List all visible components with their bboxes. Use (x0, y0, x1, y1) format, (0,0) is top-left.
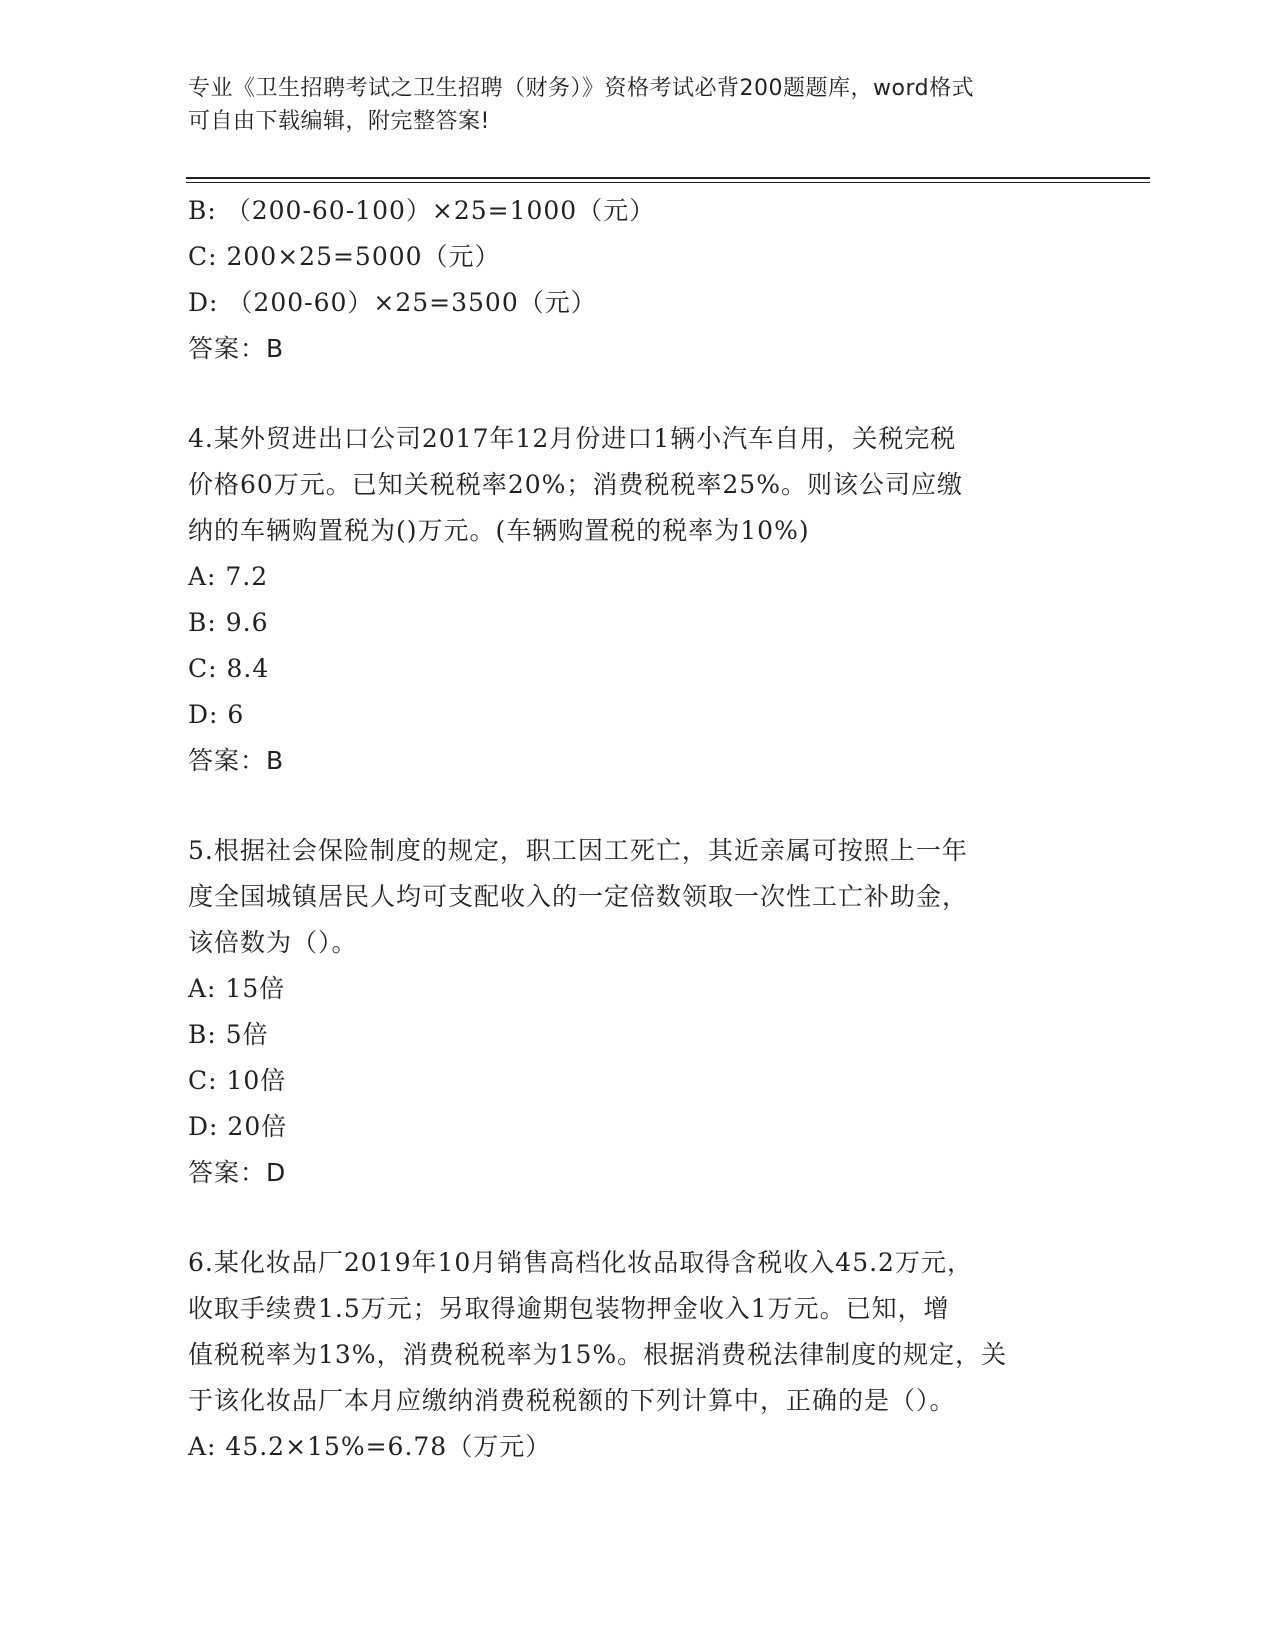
document-header (188, 72, 1088, 138)
option-d: D: （200-60）×25=3500（元） (188, 288, 597, 317)
document-body (188, 188, 1088, 1470)
question-stem-line: 值税税率为13%，消费税税率为15%。根据消费税法律制度的规定，关 (188, 1340, 1008, 1369)
question-4 (188, 416, 1088, 784)
question-5 (188, 828, 1088, 1196)
option-d: D: 20倍 (188, 1112, 288, 1141)
option-a: A: 15倍 (188, 974, 286, 1003)
option-b: B: 9.6 (188, 608, 269, 637)
answer-label: 答案：D (188, 1158, 287, 1187)
header-line-2: 可自由下载编辑，附完整答案! (188, 109, 490, 134)
option-c: C: 8.4 (188, 654, 270, 683)
question-stem-line: 纳的车辆购置税为()万元。(车辆购置税的税率为10%) (188, 516, 810, 545)
question-stem-line: 该倍数为（）。 (188, 928, 358, 957)
option-a: A: 45.2×15%=6.78（万元） (188, 1432, 552, 1461)
question-stem-line: 收取手续费1.5万元；另取得逾期包装物押金收入1万元。已知，增 (188, 1294, 950, 1323)
question-3-continued (188, 188, 1088, 372)
question-stem-line: 度全国城镇居民人均可支配收入的一定倍数领取一次性工亡补助金， (188, 882, 969, 911)
answer-label: 答案：B (188, 334, 285, 363)
question-stem-line: 于该化妆品厂本月应缴纳消费税税额的下列计算中，正确的是（）。 (188, 1386, 956, 1415)
question-6 (188, 1240, 1088, 1470)
header-divider-thick (186, 177, 1150, 179)
option-b: B: （200-60-100）×25=1000（元） (188, 196, 656, 225)
question-stem-line: 5.根据社会保险制度的规定，职工因工死亡，其近亲属可按照上一年 (188, 836, 968, 865)
option-c: C: 10倍 (188, 1066, 287, 1095)
option-c: C: 200×25=5000（元） (188, 242, 501, 271)
answer-label: 答案：B (188, 746, 285, 775)
question-stem-line: 价格60万元。已知关税税率20%；消费税税率25%。则该公司应缴 (188, 470, 963, 499)
option-d: D: 6 (188, 700, 245, 729)
question-stem-line: 4.某外贸进出口公司2017年12月份进口1辆小汽车自用，关税完税 (188, 424, 957, 453)
option-a: A: 7.2 (188, 562, 269, 591)
question-stem-line: 6.某化妆品厂2019年10月销售高档化妆品取得含税收入45.2万元， (188, 1248, 973, 1277)
header-line-1: 专业《卫生招聘考试之卫生招聘（财务）》资格考试必背200题题库，word格式 (188, 76, 975, 101)
option-b: B: 5倍 (188, 1020, 269, 1049)
header-divider-thin (186, 182, 1150, 183)
